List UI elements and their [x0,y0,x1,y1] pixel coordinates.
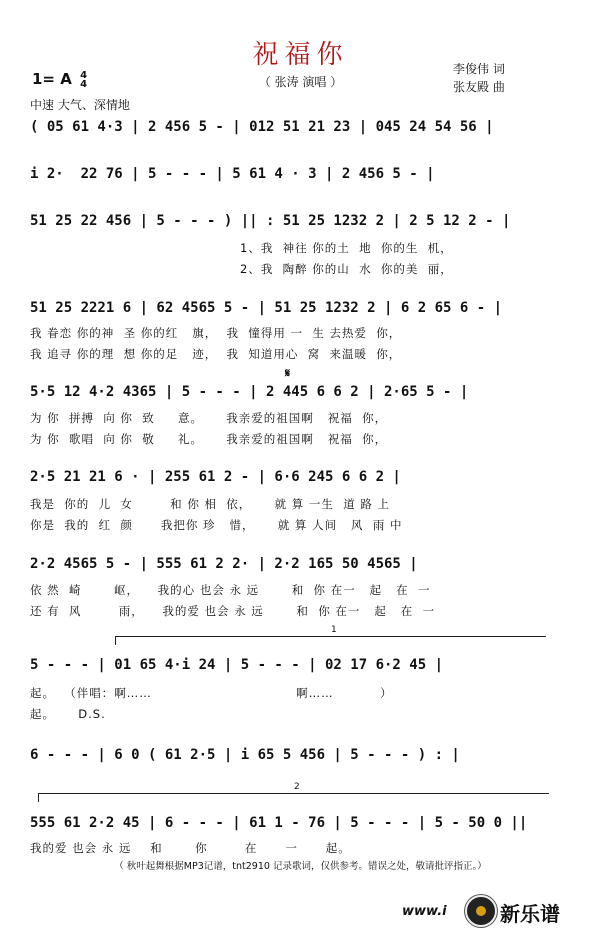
segno-sign: 𝄋 [285,366,291,380]
lyricist-credit: 李俊伟 词 [453,62,505,76]
key-label: 1= A [32,70,72,88]
score-line-4: 51 25 2221 6 | 62 4565 5 - | 51 25 1232 2 | 6 2 65 6 - | [30,300,503,316]
lyric-line: 2、我 陶醉 你的山 水 你的美 丽， [240,262,453,276]
site-logo[interactable] [402,894,601,928]
lyric-line: 还 有 风 雨， 我的爱 也会 永 远 和 你 在一 起 在 一 [30,604,436,618]
lyric-line: 1、我 神往 你的土 地 你的生 机， [240,241,453,255]
composer-credit: 张友殿 曲 [453,80,505,94]
footer-note: （ 秋叶起舞根据MP3记谱，tnt2910 记录歌词，仅供参考。错误之处，敬请批评指正。） [114,861,487,872]
lyric-line: 我的爱 也会 永 远 和 你 在 一 起。 [30,841,351,855]
song-title: 祝福你 [252,40,349,70]
vinyl-disc-icon [465,895,497,927]
logo-brand: 新乐谱 [500,902,560,926]
tempo-marking: 中速 大气、深情地 [30,98,130,112]
lyric-line: 你是 我的 红 颜 我把你 珍 惜， 就 算 人间 风 雨 中 [30,518,403,532]
meter-bottom: 4 [80,78,88,90]
volta-bracket-1 [115,625,546,645]
meter-top: 4 [80,69,88,81]
lyric-line: 为 你 歌唱 向 你 敬 礼。 我亲爱的祖国啊 祝福 你， [30,432,388,446]
key-signature [32,70,87,89]
time-signature [80,71,87,89]
volta-number: 1 [331,625,337,635]
volta-number: 2 [294,782,300,792]
lyric-line: 为 你 拼搏 向 你 致 意。 我亲爱的祖国啊 祝福 你， [30,411,388,425]
logo-url: www.i [402,904,447,919]
lyric-line: 依 然 崎 岖， 我的心 也会 永 远 和 你 在一 起 在 一 [30,583,431,597]
score-line-8: 5 - - - | 01 65 4·i 24 | 5 - - - | 02 17 6·2 45 | [30,657,444,673]
lyric-line: 我是 你的 儿 女 和 你 相 依， 就 算 一生 道 路 上 [30,497,391,511]
score-line-3: 51 25 22 456 | 5 - - - ) || : 51 25 1232 2 | 2 5 12 2 - | [30,213,511,229]
score-line-2: i 2· 22 76 | 5 - - - | 5 61 4 · 3 | 2 456 5 - | [30,166,435,182]
score-line-6: 2·5 21 21 6 · | 255 61 2 - | 6·6 245 6 6 2 | [30,469,401,485]
lyric-line: 我 眷恋 你的神 圣 你的红 旗， 我 憧得用 一 生 去热爱 你， [30,326,402,340]
lyric-line: 我 追寻 你的理 想 你的足 迹， 我 知道用心 窝 来温暖 你， [30,347,402,361]
lyric-line: 起。 （伴唱：啊…… 啊…… ） [30,686,393,700]
score-line-9: 6 - - - | 6 0 ( 61 2·5 | i 65 5 456 | 5 - - - ) : | [30,747,460,763]
singer-credit: （ 张涛 演唱 ） [258,75,343,89]
lyric-line: 起。 D.S. [30,707,106,721]
score-line-7: 2·2 4565 5 - | 555 61 2 2· | 2·2 165 50 4565 | [30,556,418,572]
score-line-1: ( 05 61 4·3 | 2 456 5 - | 012 51 21 23 | 045 24 54 56 | [30,119,494,135]
score-line-5: 5·5 12 4·2 4365 | 5 - - - | 2 445 6 6 2 | 2·65 5 - | [30,384,469,400]
score-line-10: 555 61 2·2 45 | 6 - - - | 61 1 - 76 | 5 - - - | 5 - 50 0 || [30,815,528,831]
volta-bracket-2 [38,782,549,802]
